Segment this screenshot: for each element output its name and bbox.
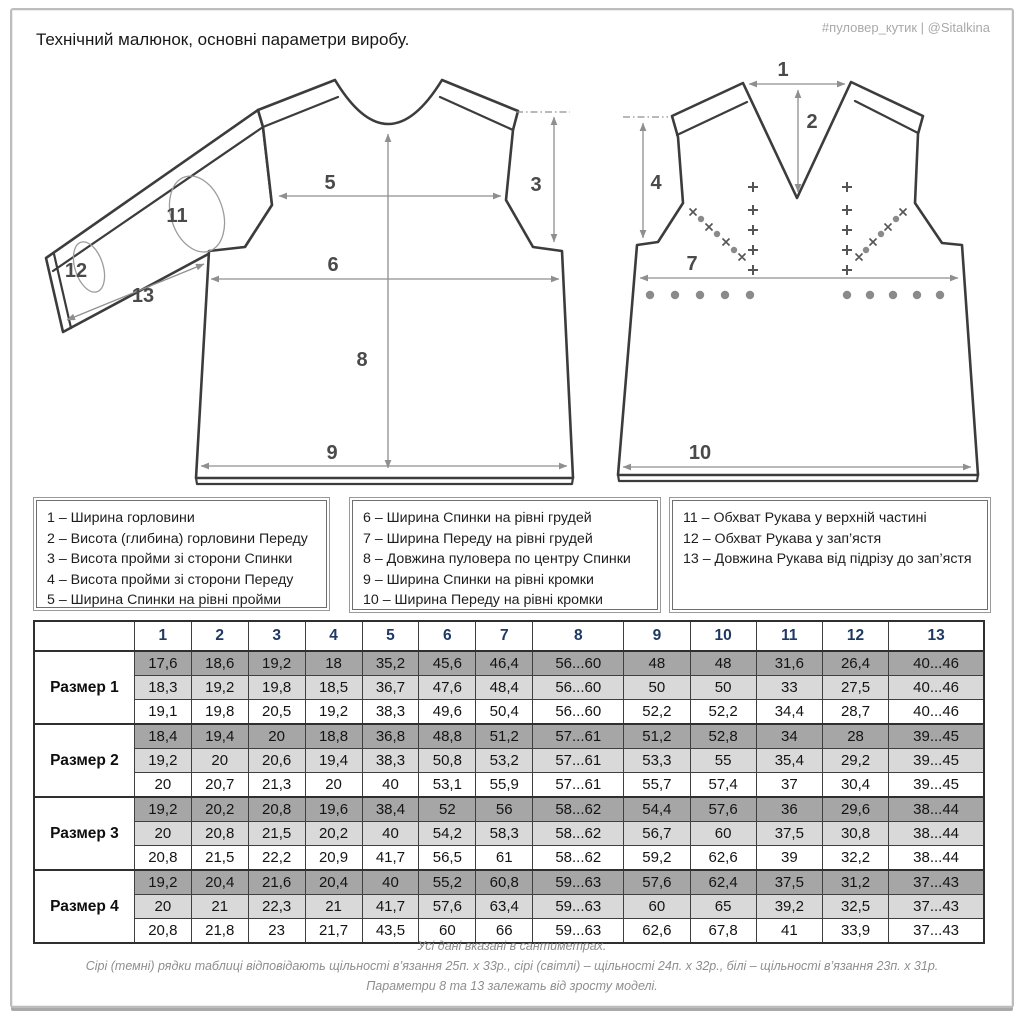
table-cell: 19,8 [248, 676, 305, 700]
table-cell: 20,8 [134, 846, 191, 871]
table-cell: 35,2 [362, 651, 419, 676]
dim-label-11: 11 [166, 205, 188, 227]
table-cell: 20,8 [191, 822, 248, 846]
table-cell: 20 [191, 749, 248, 773]
table-cell: 59...63 [533, 919, 624, 944]
column-header: 7 [476, 621, 533, 651]
table-cell: 54,2 [419, 822, 476, 846]
table-cell: 20,8 [248, 797, 305, 822]
table-cell: 57,6 [624, 870, 690, 895]
table-cell: 22,3 [248, 895, 305, 919]
table-cell: 30,8 [822, 822, 888, 846]
table-cell: 55,2 [419, 870, 476, 895]
legend-item: 9 – Ширина Спинки на рівні кромки [363, 571, 594, 588]
table-cell: 20,8 [134, 919, 191, 944]
table-cell: 18,5 [305, 676, 362, 700]
table-cell: 53,1 [419, 773, 476, 798]
table-cell: 56,7 [624, 822, 690, 846]
size-table-wrap [33, 620, 985, 944]
table-cell: 38...44 [889, 822, 984, 846]
table-cell: 58...62 [533, 846, 624, 871]
table-cell: 36 [756, 797, 822, 822]
footer-line: Параметри 8 та 13 залежать від зросту моделі. [366, 979, 658, 993]
table-cell: 20,9 [305, 846, 362, 871]
table-cell: 55,9 [476, 773, 533, 798]
legend-item: 10 – Ширина Переду на рівні кромки [363, 592, 603, 609]
footer-line: Усі дані вказані в сантиметрах. [417, 939, 607, 953]
table-cell: 41,7 [362, 846, 419, 871]
column-header: 11 [756, 621, 822, 651]
table-cell: 45,6 [419, 651, 476, 676]
table-cell: 48,8 [419, 724, 476, 749]
column-header: 12 [822, 621, 888, 651]
legend-item: 11 – Обхват Рукава у верхній частині [683, 510, 927, 526]
table-cell: 66 [476, 919, 533, 944]
table-cell: 52,2 [690, 700, 756, 725]
legend-item: 4 – Висота пройми зі сторони Переду [47, 571, 294, 588]
table-cell: 22,2 [248, 846, 305, 871]
table-cell: 21 [191, 895, 248, 919]
table-cell: 59...63 [533, 895, 624, 919]
table-cell: 56...60 [533, 700, 624, 725]
table-cell: 59,2 [624, 846, 690, 871]
table-cell: 18 [305, 651, 362, 676]
legend-box-2 [349, 497, 661, 613]
dim-label-5: 5 [324, 172, 336, 194]
page-title: Технічний малюнок, основні параметри виробу. [36, 30, 410, 49]
table-cell: 38,3 [362, 700, 419, 725]
table-cell: 19,2 [248, 651, 305, 676]
table-cell: 33 [756, 676, 822, 700]
column-header: 3 [248, 621, 305, 651]
legend-box-1 [33, 497, 330, 611]
size-group-label: Размер 1 [34, 651, 134, 724]
table-cell: 38...44 [889, 797, 984, 822]
column-header: 13 [889, 621, 984, 651]
table-cell: 62,6 [624, 919, 690, 944]
footer-notes [0, 936, 1024, 996]
table-cell: 21 [305, 895, 362, 919]
table-corner-cell [34, 621, 134, 651]
dim-label-8: 8 [356, 349, 368, 371]
table-cell: 52,8 [690, 724, 756, 749]
table-cell: 47,6 [419, 676, 476, 700]
table-cell: 57...61 [533, 773, 624, 798]
table-cell: 31,6 [756, 651, 822, 676]
table-cell: 33,9 [822, 919, 888, 944]
dim-label-9: 9 [326, 442, 338, 464]
table-cell: 36,7 [362, 676, 419, 700]
dim-label-13: 13 [131, 285, 155, 307]
dim-label-1: 1 [777, 59, 789, 81]
table-cell: 18,6 [191, 651, 248, 676]
table-cell: 38...44 [889, 846, 984, 871]
table-cell: 39...45 [889, 724, 984, 749]
table-cell: 57,6 [419, 895, 476, 919]
table-cell: 51,2 [624, 724, 690, 749]
table-cell: 19,4 [305, 749, 362, 773]
table-cell: 39...45 [889, 773, 984, 798]
table-cell: 52 [419, 797, 476, 822]
table-cell: 20 [134, 822, 191, 846]
table-cell: 61 [476, 846, 533, 871]
table-cell: 48,4 [476, 676, 533, 700]
table-cell: 50,4 [476, 700, 533, 725]
table-cell: 20,6 [248, 749, 305, 773]
table-row [34, 700, 984, 725]
table-cell: 39 [756, 846, 822, 871]
size-group-label: Размер 3 [34, 797, 134, 870]
legend-item: 8 – Довжина пуловера по центру Спинки [363, 551, 631, 568]
table-cell: 39,2 [756, 895, 822, 919]
legend-item: 13 – Довжина Рукава від підрізу до зап’ястя [683, 551, 972, 568]
table-cell: 19,1 [134, 700, 191, 725]
dim-label-4: 4 [650, 172, 662, 194]
table-cell: 20,4 [191, 870, 248, 895]
table-cell: 20 [134, 895, 191, 919]
table-row [34, 749, 984, 773]
table-cell: 18,4 [134, 724, 191, 749]
dim-label-3: 3 [530, 174, 542, 196]
legend-item: 3 – Висота пройми зі сторони Спинки [47, 551, 293, 568]
table-cell: 37...43 [889, 870, 984, 895]
table-cell: 46,4 [476, 651, 533, 676]
table-cell: 35,4 [756, 749, 822, 773]
table-cell: 50 [624, 676, 690, 700]
table-cell: 37...43 [889, 919, 984, 944]
table-cell: 21,6 [248, 870, 305, 895]
table-cell: 38,3 [362, 749, 419, 773]
table-cell: 37,5 [756, 870, 822, 895]
table-cell: 18,3 [134, 676, 191, 700]
watermark-credit: #пуловер_кутик | @Sitalkina [821, 20, 990, 35]
dim-label-12: 12 [64, 260, 88, 282]
legend-list-1 [36, 500, 327, 608]
column-header: 8 [533, 621, 624, 651]
table-cell: 19,4 [191, 724, 248, 749]
table-cell: 50,8 [419, 749, 476, 773]
table-cell: 36,8 [362, 724, 419, 749]
table-cell: 34,4 [756, 700, 822, 725]
back-view-drawing [46, 80, 573, 484]
table-cell: 58,3 [476, 822, 533, 846]
table-cell: 40 [362, 870, 419, 895]
table-cell: 59...63 [533, 870, 624, 895]
column-header: 1 [134, 621, 191, 651]
table-cell: 40...46 [889, 700, 984, 725]
table-cell: 58...62 [533, 797, 624, 822]
table-row [34, 651, 984, 676]
dim-label-6: 6 [327, 254, 339, 276]
table-cell: 65 [690, 895, 756, 919]
table-cell: 37 [756, 773, 822, 798]
table-cell: 30,4 [822, 773, 888, 798]
table-cell: 21,3 [248, 773, 305, 798]
table-row [34, 676, 984, 700]
table-cell: 20,2 [305, 822, 362, 846]
table-cell: 18,8 [305, 724, 362, 749]
table-cell: 26,4 [822, 651, 888, 676]
table-cell: 21,7 [305, 919, 362, 944]
table-cell: 43,5 [362, 919, 419, 944]
column-header: 6 [419, 621, 476, 651]
table-cell: 48 [690, 651, 756, 676]
table-cell: 50 [690, 676, 756, 700]
table-cell: 32,5 [822, 895, 888, 919]
table-cell: 32,2 [822, 846, 888, 871]
table-cell: 41,7 [362, 895, 419, 919]
table-cell: 21,8 [191, 919, 248, 944]
table-cell: 57,6 [690, 797, 756, 822]
table-cell: 60,8 [476, 870, 533, 895]
table-cell: 52,2 [624, 700, 690, 725]
legend-list-2 [352, 500, 658, 610]
table-cell: 53,2 [476, 749, 533, 773]
table-cell: 40 [362, 822, 419, 846]
legend-item: 2 – Висота (глибина) горловини Переду [47, 530, 308, 547]
table-cell: 56,5 [419, 846, 476, 871]
table-cell: 57...61 [533, 724, 624, 749]
dim-label-2: 2 [806, 111, 818, 133]
table-cell: 21,5 [191, 846, 248, 871]
table-cell: 60 [690, 822, 756, 846]
table-cell: 38,4 [362, 797, 419, 822]
table-cell: 37...43 [889, 895, 984, 919]
table-cell: 39...45 [889, 749, 984, 773]
legend-list-3 [672, 500, 988, 610]
table-cell: 19,2 [134, 749, 191, 773]
table-cell: 40...46 [889, 651, 984, 676]
table-cell: 23 [248, 919, 305, 944]
table-cell: 20,4 [305, 870, 362, 895]
table-cell: 57,4 [690, 773, 756, 798]
legend-item: 5 – Ширина Спинки на рівні пройми [47, 592, 282, 609]
table-cell: 62,6 [690, 846, 756, 871]
table-cell: 20,7 [191, 773, 248, 798]
table-cell: 56...60 [533, 676, 624, 700]
table-cell: 17,6 [134, 651, 191, 676]
table-cell: 20 [134, 773, 191, 798]
table-cell: 67,8 [690, 919, 756, 944]
column-header: 10 [690, 621, 756, 651]
column-header: 5 [362, 621, 419, 651]
table-cell: 37,5 [756, 822, 822, 846]
dim-label-10: 10 [688, 442, 712, 464]
table-cell: 55,7 [624, 773, 690, 798]
table-cell: 29,2 [822, 749, 888, 773]
legend-item: 12 – Обхват Рукава у зап’ястя [683, 530, 882, 547]
table-header [34, 621, 984, 651]
table-row [34, 773, 984, 798]
table-cell: 19,2 [305, 700, 362, 725]
size-group-label: Размер 2 [34, 724, 134, 797]
table-row [34, 822, 984, 846]
table-cell: 40 [362, 773, 419, 798]
table-cell: 53,3 [624, 749, 690, 773]
table-cell: 41 [756, 919, 822, 944]
footer-line: Сірі (темні) рядки таблиці відповідають щільності в’язання 25п. х 33р., сірі (світлі) – щільності 24п. х 32р., білі – щільності в’язання 23п. х 31р. [85, 959, 939, 973]
legend-box-3 [669, 497, 991, 613]
table-row [34, 846, 984, 871]
dim-label-7: 7 [686, 253, 698, 275]
table-cell: 28,7 [822, 700, 888, 725]
column-header: 2 [191, 621, 248, 651]
technical-drawing [30, 55, 995, 500]
table-cell: 19,2 [191, 676, 248, 700]
table-row [34, 895, 984, 919]
table-cell: 62,4 [690, 870, 756, 895]
table-cell: 56 [476, 797, 533, 822]
table-cell: 34 [756, 724, 822, 749]
table-row [34, 797, 984, 822]
table-cell: 60 [624, 895, 690, 919]
column-header: 9 [624, 621, 690, 651]
table-cell: 51,2 [476, 724, 533, 749]
size-group-label: Размер 4 [34, 870, 134, 943]
table-cell: 20 [305, 773, 362, 798]
legend-item: 7 – Ширина Переду на рівні грудей [363, 530, 593, 547]
table-cell: 20 [248, 724, 305, 749]
table-cell: 56...60 [533, 651, 624, 676]
table-cell: 20,5 [248, 700, 305, 725]
table-cell: 54,4 [624, 797, 690, 822]
table-body [34, 651, 984, 943]
table-cell: 27,5 [822, 676, 888, 700]
table-cell: 28 [822, 724, 888, 749]
table-cell: 21,5 [248, 822, 305, 846]
table-cell: 57...61 [533, 749, 624, 773]
table-cell: 58...62 [533, 822, 624, 846]
table-cell: 63,4 [476, 895, 533, 919]
table-cell: 55 [690, 749, 756, 773]
table-cell: 40...46 [889, 676, 984, 700]
legend-item: 6 – Ширина Спинки на рівні грудей [363, 510, 592, 526]
table-cell: 48 [624, 651, 690, 676]
size-table [33, 620, 985, 944]
table-cell: 19,2 [134, 797, 191, 822]
table-row [34, 724, 984, 749]
table-cell: 20,2 [191, 797, 248, 822]
column-header: 4 [305, 621, 362, 651]
table-cell: 29,6 [822, 797, 888, 822]
table-cell: 19,8 [191, 700, 248, 725]
table-cell: 31,2 [822, 870, 888, 895]
table-cell: 19,2 [134, 870, 191, 895]
table-cell: 49,6 [419, 700, 476, 725]
table-row [34, 870, 984, 895]
table-cell: 19,6 [305, 797, 362, 822]
legend-item: 1 – Ширина горловини [47, 510, 195, 526]
table-cell: 60 [419, 919, 476, 944]
